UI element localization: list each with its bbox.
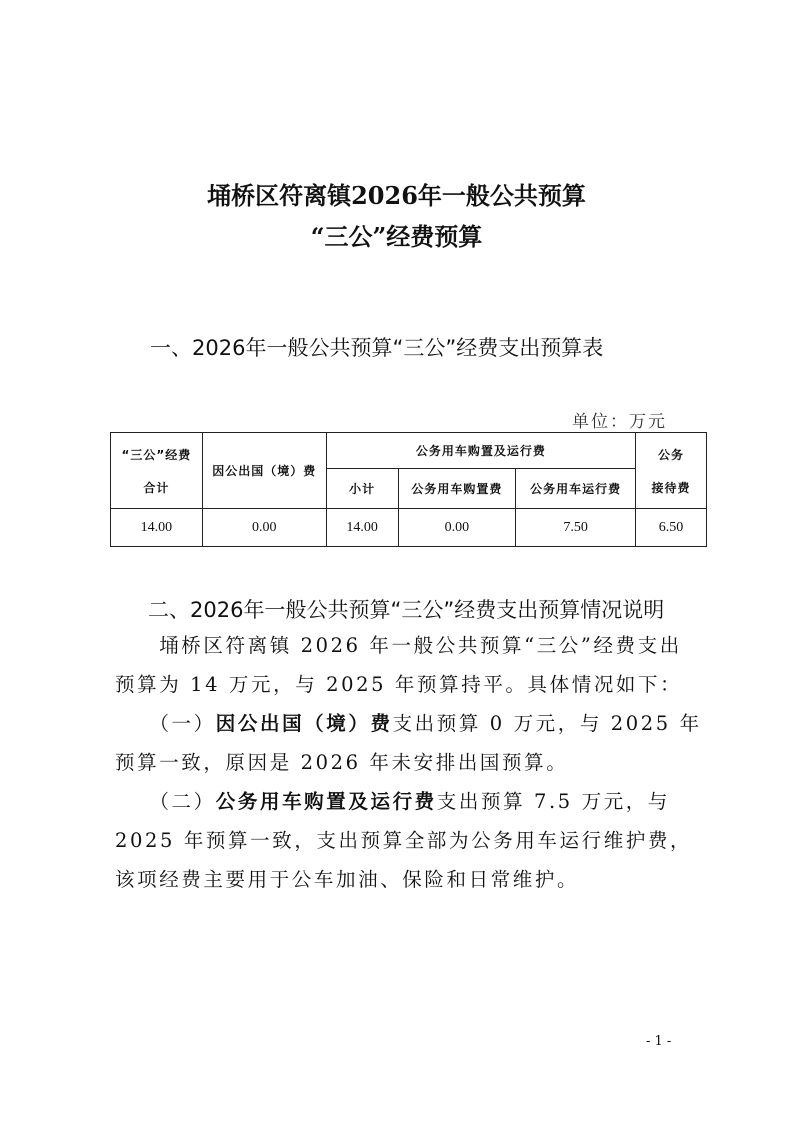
line-text: 预算一致，原因是 2026 年未安排出国预算。 (115, 751, 569, 774)
cell-total: 14.00 (111, 509, 203, 547)
cell-abroad: 0.00 (202, 509, 326, 547)
line-text: 该项经费主要用于公车加油、保险和日常维护。 (115, 868, 580, 891)
header-reception-bottom: 接待费 (651, 480, 691, 495)
paragraph-line (115, 708, 702, 736)
paragraph-line (115, 864, 579, 892)
header-reception (636, 433, 707, 509)
line-text: （一） (115, 712, 216, 735)
line-text: 支出预算 7.5 万元，与 (436, 790, 670, 813)
header-abroad: 因公出国（境）费 (202, 433, 326, 509)
paragraph-line (115, 747, 568, 775)
header-reception-top: 公务 (658, 447, 685, 462)
cell-operation: 7.50 (516, 509, 636, 547)
paragraph-line (115, 825, 692, 853)
unit-label: 单位：万元 (572, 412, 667, 432)
section2-heading: 二、2026年一般公共预算“三公”经费支出预算情况说明 (148, 598, 665, 622)
bold-term: 公务用车购置及运行费 (215, 790, 437, 813)
document-title: 埇桥区符离镇2026年一般公共预算 (207, 181, 586, 210)
line-text: （二） (115, 790, 216, 813)
line-text: 支出预算 0 万元，与 2025 年 (392, 712, 702, 735)
line-text: 埇桥区符离镇 2026 年一般公共预算“三公”经费支出 (115, 634, 682, 657)
header-total-bottom: 合计 (143, 480, 170, 495)
section1-heading: 一、2026年一般公共预算“三公”经费支出预算表 (150, 336, 604, 360)
bold-term: 因公出国（境）费 (215, 712, 393, 735)
header-purchase: 公务用车购置费 (398, 469, 516, 509)
budget-table (110, 432, 707, 547)
paragraph-line (115, 786, 670, 814)
document-subtitle: “三公”经费预算 (310, 222, 483, 251)
table-row (111, 509, 707, 547)
header-vehicle: 公务用车购置及运行费 (326, 433, 635, 469)
header-operation: 公务用车运行费 (516, 469, 636, 509)
line-text: 预算为 14 万元，与 2025 年预算持平。具体情况如下： (115, 673, 683, 696)
cell-purchase: 0.00 (398, 509, 516, 547)
page-number: - 1 - (646, 1034, 672, 1049)
header-total-top: “三公”经费 (121, 447, 192, 462)
line-text: 2025 年预算一致，支出预算全部为公务用车运行维护费， (115, 829, 693, 852)
paragraph-line (115, 669, 682, 697)
header-subtotal: 小计 (326, 469, 398, 509)
cell-subtotal: 14.00 (326, 509, 398, 547)
header-total (111, 433, 203, 509)
cell-reception: 6.50 (636, 509, 707, 547)
paragraph-line (115, 630, 682, 658)
